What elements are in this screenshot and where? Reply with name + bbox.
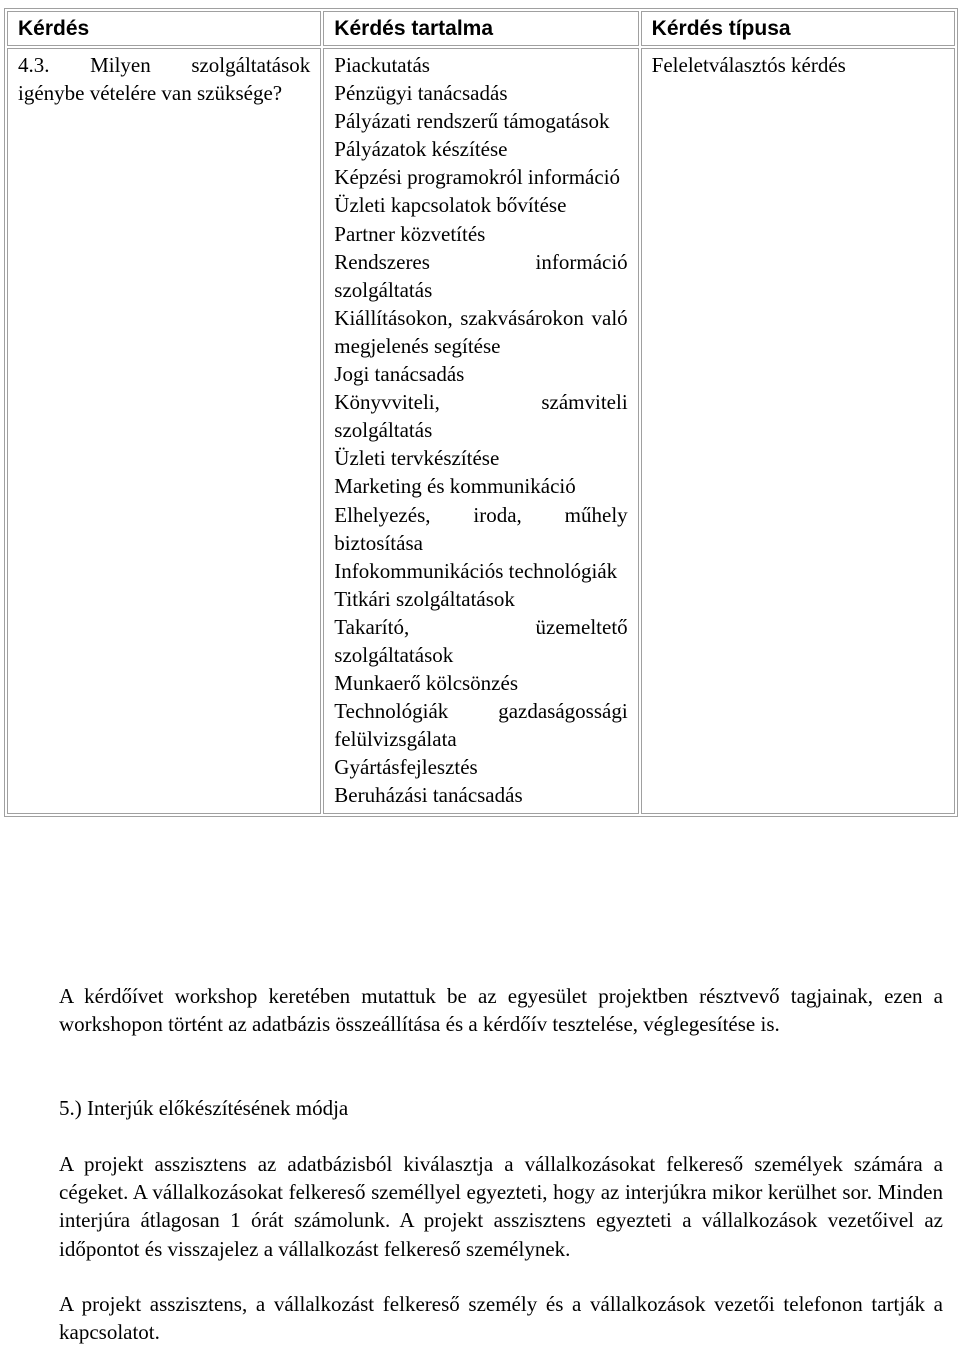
header-question: Kérdés: [7, 11, 321, 46]
option-item: Üzleti tervkészítése: [334, 446, 500, 471]
option-item: Partner közvetítés: [334, 221, 486, 246]
option-item: Pályázati rendszerű támogatások: [334, 109, 610, 134]
questionnaire-table: [4, 8, 958, 817]
preparation-paragraph: A projekt asszisztens az adatbázisból kiválasztja a vállalkozásokat felkereső személyek számára a cégeket. A vállalkozásokat felkereső személlyel egyezteti, hogy az interjúkra mikor kerülhet sor. Minden interjúra átlagosan 1 órát számolunk. A projekt asszisztens egyezteti a vállalkozások vezetőivel az időpontot és visszajelez a vállalkozást felkereső személynek.: [59, 1152, 943, 1261]
option-item: Jogi tanácsadás: [334, 362, 465, 387]
option-item: Kiállításokon, szakvásárokon való megjelenés segítése: [334, 305, 628, 358]
header-type: Kérdés típusa: [641, 11, 955, 46]
option-item: Könyvviteli, számviteli szolgáltatás: [334, 390, 628, 443]
option-item: Munkaerő kölcsönzés: [334, 671, 518, 696]
option-item: Infokommunikációs technológiák: [334, 558, 618, 583]
table-row: [7, 48, 955, 814]
option-item: Titkári szolgáltatások: [334, 586, 515, 611]
option-item: Pályázatok készítése: [334, 137, 508, 162]
section-heading: 5.) Interjúk előkészítésének módja: [59, 1096, 349, 1120]
options-cell: [323, 48, 638, 814]
type-cell: Feleletválasztós kérdés: [641, 48, 955, 814]
option-item: Technológiák gazdaságossági felülvizsgálata: [334, 699, 628, 752]
workshop-paragraph: A kérdőívet workshop keretében mutattuk be az egyesület projektben résztvevő tagjainak, ezen a workshopon történt az adatbázis összeállítása és a kérdőív tesztelése, véglegesítése is.: [59, 984, 943, 1037]
option-item: Pénzügyi tanácsadás: [334, 81, 508, 106]
option-item: Takarító, üzemeltető szolgáltatások: [334, 614, 628, 667]
option-item: Piackutatás: [334, 53, 430, 77]
option-item: Üzleti kapcsolatok bővítése: [334, 193, 567, 218]
table-header-row: [7, 11, 955, 46]
option-item: Elhelyezés, iroda, műhely biztosítása: [334, 502, 628, 555]
option-item: Képzési programokról információ: [334, 165, 621, 190]
option-item: Rendszeres információ szolgáltatás: [334, 249, 628, 302]
option-item: Beruházási tanácsadás: [334, 783, 523, 808]
header-content: Kérdés tartalma: [323, 11, 638, 46]
option-item: Gyártásfejlesztés: [334, 755, 478, 780]
option-item: Marketing és kommunikáció: [334, 474, 576, 499]
question-cell: 4.3. Milyen szolgáltatások igénybe vételére van szüksége?: [7, 48, 321, 814]
contact-paragraph: A projekt asszisztens, a vállalkozást felkereső személy és a vállalkozások vezetői telefonon tartják a kapcsolatot.: [59, 1292, 943, 1345]
